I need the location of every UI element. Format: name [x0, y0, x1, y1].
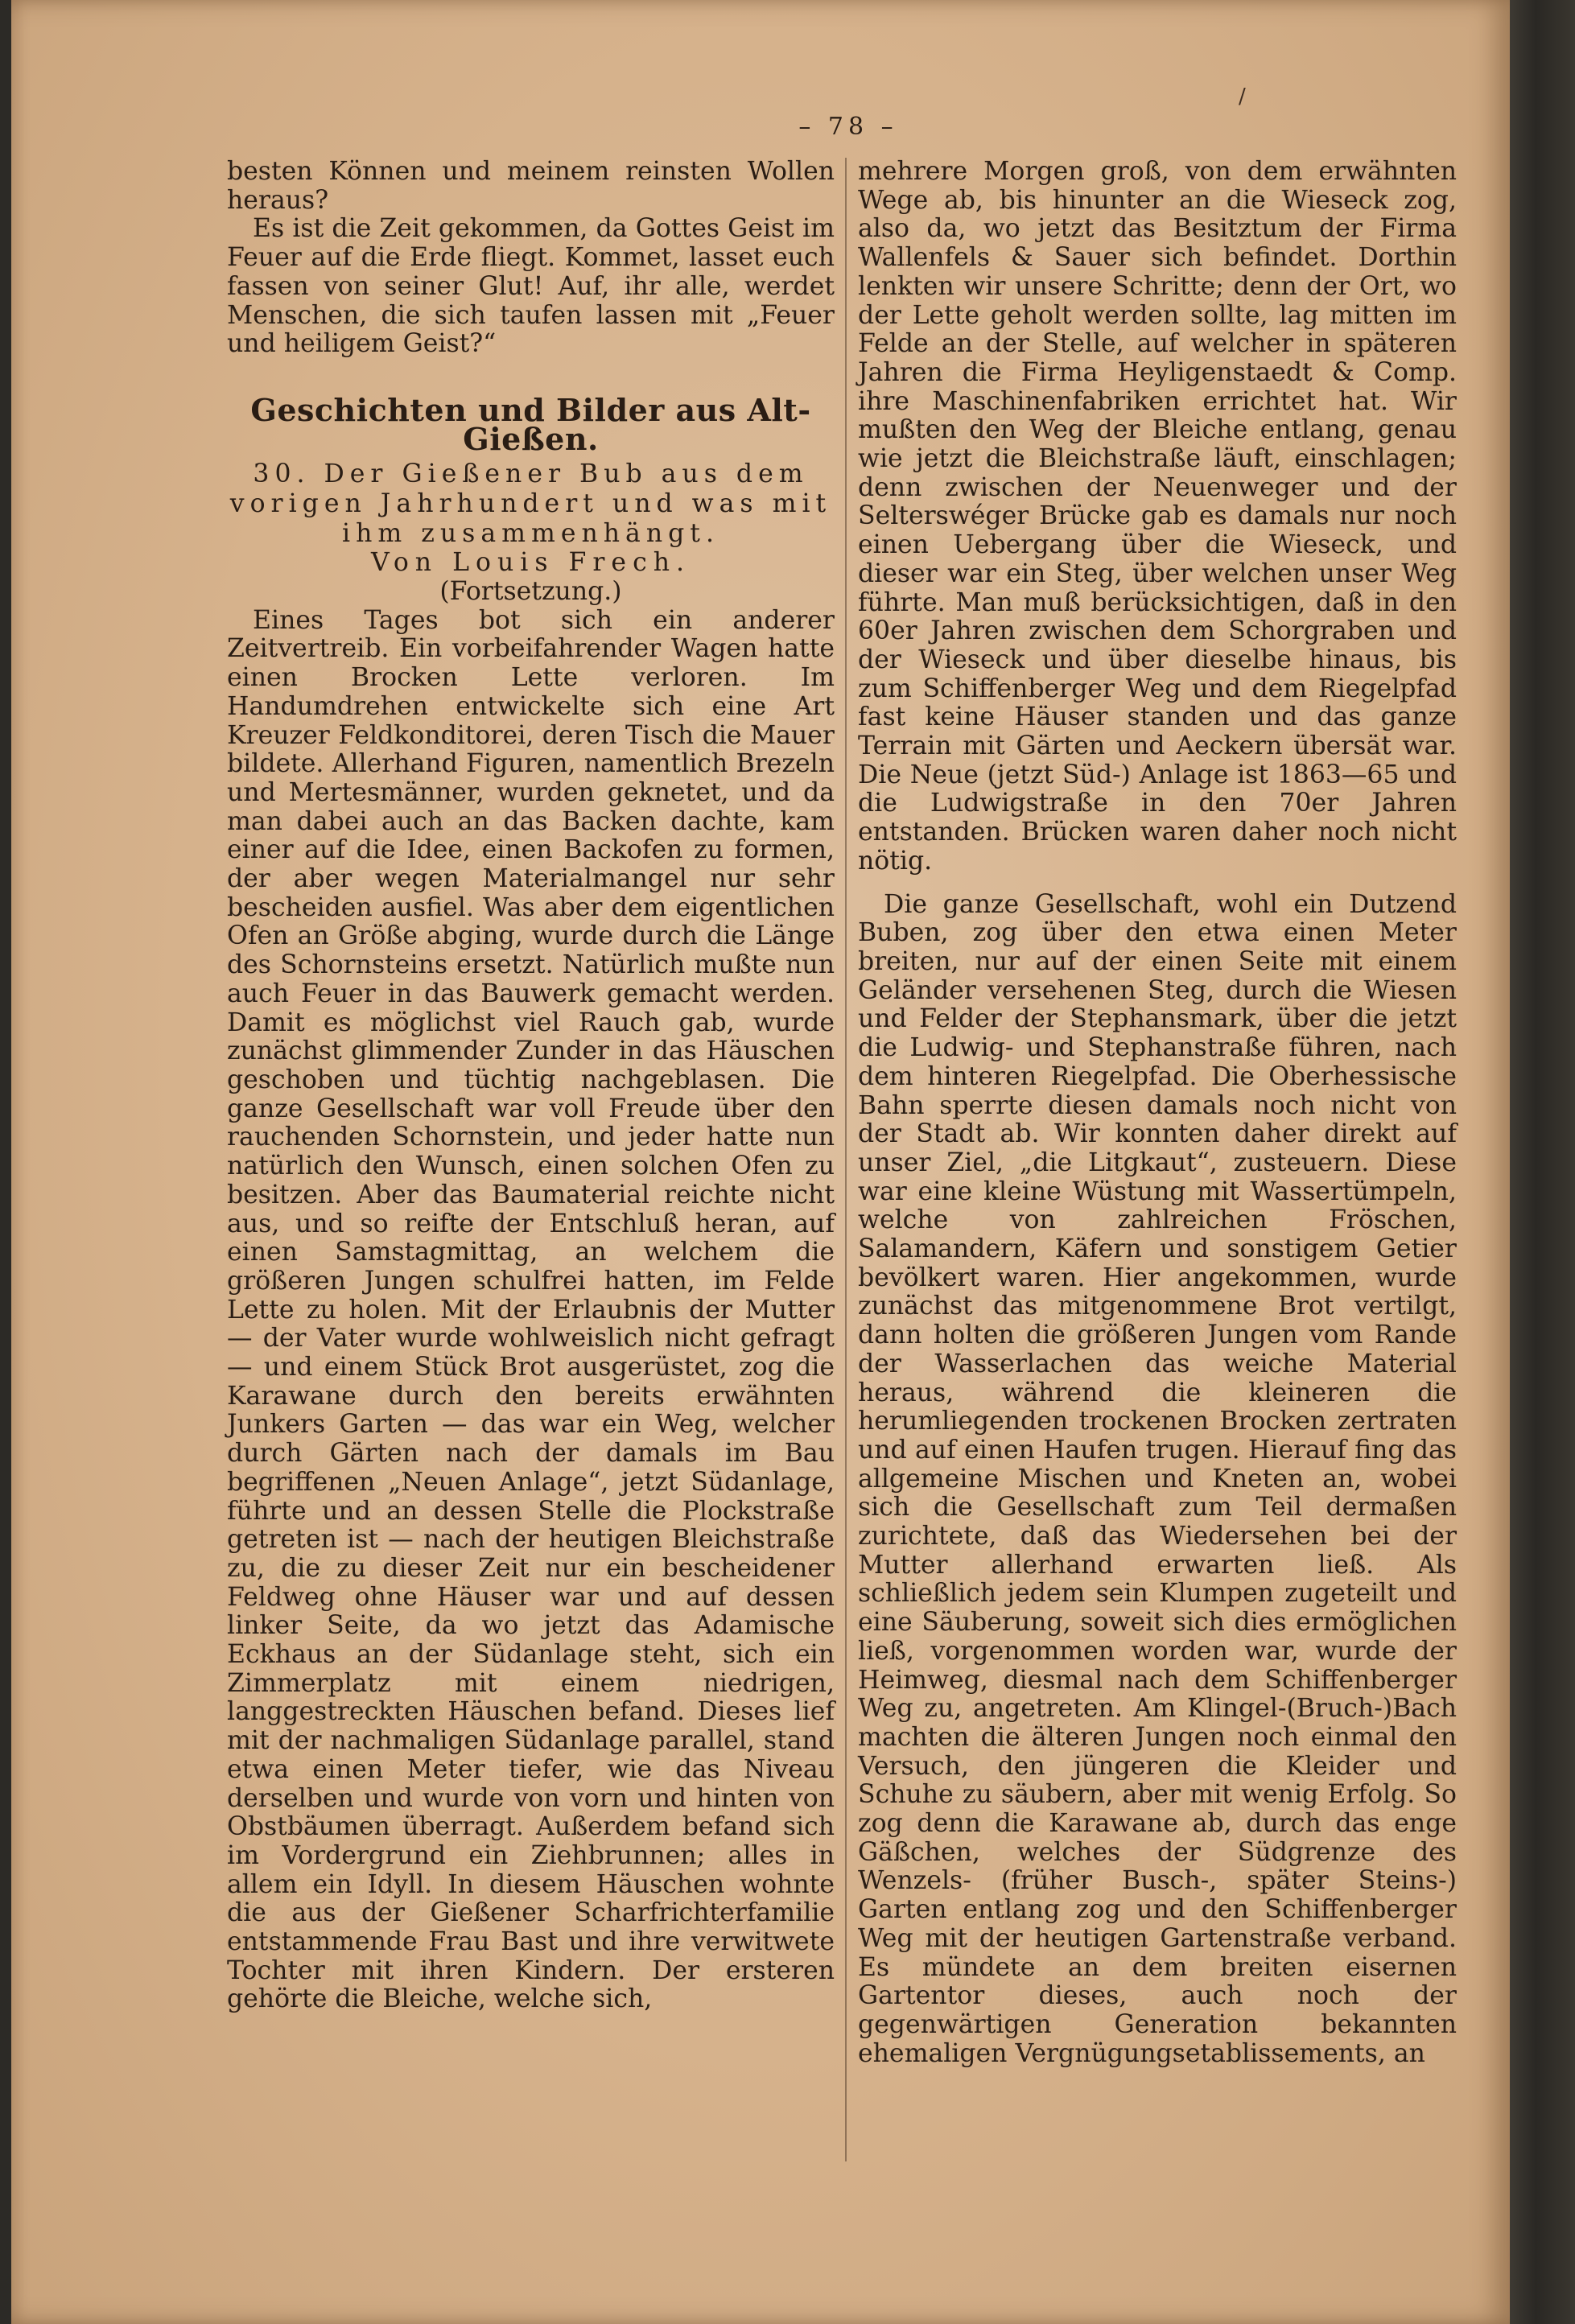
left-column: [227, 158, 835, 2014]
intro-paragraph-2: Es ist die Zeit gekommen, da Gottes Geist im Feuer auf die Erde fliegt. Kommet, lasset euch fassen von seiner Glut! Auf, ihr alle, werdet Menschen, die sich taufen lassen mit „Feuer und heiligem Geist?“: [227, 214, 835, 359]
story-title: 30. Der Gießener Bub aus dem vorigen Jahrhundert und was mit ihm zusammenhängt.: [229, 459, 832, 549]
book-binding-edge: [1510, 0, 1575, 2324]
section-heading: Geschichten und Bilder aus Alt-Gießen.: [250, 391, 811, 457]
author-line: Von Louis Frech.: [370, 548, 691, 578]
story-body: Eines Tages bot sich ein anderer Zeitvertreib. Ein vorbeifahrender Wagen hatte einen Brocken Lette verloren. Im Handumdrehen entwickelte sich eine Art Kreuzer Feldkonditorei, deren Tisch die Mauer bildete. Allerhand Figuren, namentlich Brezeln und Mertesmänner, wurden geknetet, und da man dabei auch an das Backen dachte, kam einer auf die Idee, einen Backofen zu formen, der aber wegen Materialmangel nur sehr bescheiden ausfiel. Was aber dem eigentlichen Ofen an Größe abging, wurde durch die Länge des Schornsteins ersetzt. Natürlich mußte nun auch Feuer in das Bauwerk gemacht werden. Damit es möglichst viel Rauch gab, wurde zunächst glimmender Zunder in das Häuschen geschoben und tüchtig nachgeblasen. Die ganze Gesellschaft war voll Freude über den rauchenden Schornstein, und jeder hatte nun natürlich den Wunsch, einen solchen Ofen zu besitzen. Aber das Baumaterial reichte nicht aus, und so reifte der Entschluß heran, auf einen Samstagmittag, an welchem die größeren Jungen schulfrei hatten, im Felde Lette zu holen. Mit der Erlaubnis der Mutter — der Vater wurde wohlweislich nicht gefragt — und einem Stück Brot ausgerüstet, zog die Karawane durch den bereits erwähnten Junkers Garten — das war ein Weg, welcher durch Gärten nach der damals im Bau begriffenen „Neuen Anlage“, jetzt Südanlage, führte und an dessen Stelle die Plockstraße getreten ist — nach der heutigen Bleichstraße zu, die zu dieser Zeit nur ein bescheidener Feldweg ohne Häuser war und auf dessen linker Seite, da wo jetzt das Adamische Eckhaus an der Südanlage steht, sich ein Zimmerplatz mit einem niedrigen, langgestreckten Häuschen befand. Dieses lief mit der nachmaligen Südanlage parallel, stand etwa einen Meter tiefer, wie das Niveau derselben und wurde von vorn und hinten von Obstbäumen überragt. Außerdem befand sich im Vordergrund ein Ziehbrunnen; alles in allem ein Idyll. In diesem Häuschen wohnte die aus der Gießener Scharfrichterfamilie entstammende Frau Bast und ihre verwitwete Tochter mit ihren Kindern. Der ersteren gehörte die Bleiche, welche sich,: [227, 605, 835, 2014]
continuation-note: (Fortsetzung.): [439, 577, 622, 607]
intro-paragraph-1: besten Können und meinem reinsten Wollen heraus?: [227, 157, 835, 215]
page-number: – 78 –: [798, 113, 898, 141]
right-paragraph-1: mehrere Morgen groß, von dem erwähnten Wege ab, bis hinunter an die Wieseck zog, also da, wo jetzt das Besitztum der Firma Wallenfels & Sauer sich befindet. Dorthin lenkten wir unsere Schritte; denn der Ort, wo der Lette geholt werden sollte, lag mitten im Felde an der Stelle, auf welcher in späteren Jahren die Firma Heyligenstaedt & Comp. ihre Maschinenfabriken errichtet hat. Wir mußten den Weg der Bleiche entlang, genau wie jetzt die Bleichstraße läuft, einschlagen; denn zwischen der Neuenweger und der Selterswéger Brücke gab es damals nur noch einen Uebergang über die Wieseck, und dieser war ein Steg, über welchen unser Weg führte. Man muß berücksichtigen, daß in den 60er Jahren zwischen dem Schorgraben und der Wieseck und über dieselbe hinaus, bis zum Schiffenberger Weg und dem Riegelpfad fast keine Häuser standen und das ganze Terrain mit Gärten und Aeckern übersät war. Die Neue (jetzt Süd-) Anlage ist 1863—65 und die Ludwigstraße in den 70er Jahren entstanden. Brücken waren daher noch nicht nötig.: [858, 157, 1457, 876]
book-page: [11, 0, 1510, 2324]
column-divider: [845, 158, 847, 2161]
margin-mark: /: [1239, 84, 1246, 109]
right-paragraph-2: Die ganze Gesellschaft, wohl ein Dutzend Buben, zog über den etwa einen Meter breiten, nur auf der einen Seite mit einem Geländer versehenen Steg, durch die Wiesen und Felder der Stephansmark, über die jetzt die Ludwig- und Stephanstraße führen, nach dem hinteren Riegelpfad. Die Oberhessische Bahn sperrte diesen damals noch nicht von der Stadt ab. Wir konnten daher direkt auf unser Ziel, „die Litgkaut“, zusteuern. Diese war eine kleine Wüstung mit Wassertümpeln, welche von zahlreichen Fröschen, Salamandern, Käfern und sonstigem Getier bevölkert waren. Hier angekommen, wurde zunächst das mitgenommene Brot vertilgt, dann holten die größeren Jungen vom Rande der Wasserlachen das weiche Material heraus, während die kleineren die herumliegenden trockenen Brocken zertraten und auf einen Haufen trugen. Hierauf fing das allgemeine Mischen und Kneten an, wobei sich die Gesellschaft zum Teil dermaßen zurichtete, daß das Wiedersehen bei der Mutter allerhand erwarten ließ. Als schließlich jedem sein Klumpen zugeteilt und eine Säuberung, soweit sich dies ermöglichen ließ, vorgenommen worden war, wurde der Heimweg, diesmal nach dem Schiffenberger Weg zu, angetreten. Am Klingel-(Bruch-)Bach machten die älteren Jungen noch einmal den Versuch, den jüngeren die Kleider und Schuhe zu säubern, aber mit wenig Erfolg. So zog denn die Karawane ab, durch das enge Gäßchen, welches der Südgrenze des Wenzels- (früher Busch-, später Steins-) Garten entlang zog und den Schiffenberger Weg mit der heutigen Gartenstraße verband. Es mündete an dem breiten eisernen Gartentor dieses, auch noch der gegenwärtigen Generation bekannten ehemaligen Vergnügungsetablissements, an: [858, 889, 1457, 2068]
right-column: [858, 158, 1457, 2068]
